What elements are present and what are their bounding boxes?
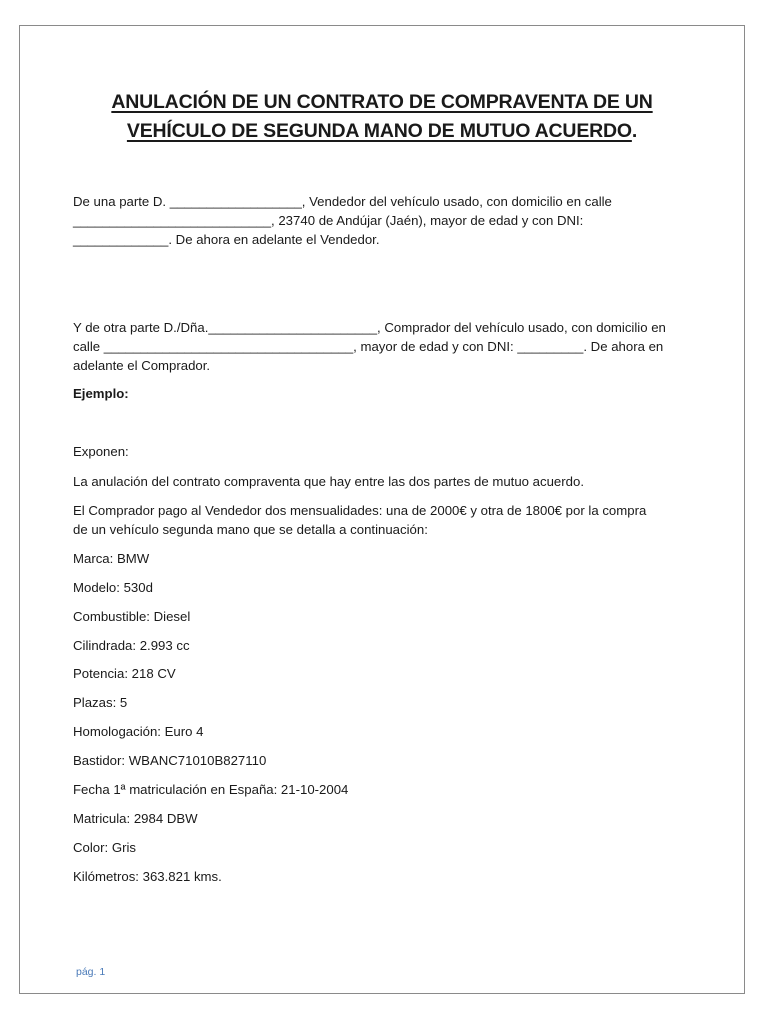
document-title bbox=[20, 88, 744, 146]
vehicle-detail: Fecha 1ª matriculación en España: 21-10-2004 bbox=[73, 782, 349, 797]
title-line-2: VEHÍCULO DE SEGUNDA MANO DE MUTUO ACUERDO bbox=[126, 120, 632, 142]
document-page bbox=[19, 25, 745, 994]
page-number: pág. 1 bbox=[76, 966, 106, 978]
vehicle-detail: Cilindrada: 2.993 cc bbox=[73, 638, 190, 653]
payment-paragraph bbox=[73, 501, 703, 539]
vehicle-detail: Matricula: 2984 DBW bbox=[73, 811, 198, 826]
buyer-line-2: calle __________________________________, mayor de edad y con DNI: _________. De ahora en bbox=[73, 339, 664, 354]
annulment-text: La anulación del contrato compraventa que hay entre las dos partes de mutuo acuerdo. bbox=[73, 474, 584, 489]
buyer-line-1: Y de otra parte D./Dña._______________________, Comprador del vehículo usado, con domicilio en bbox=[73, 320, 666, 335]
vehicle-detail: Kilómetros: 363.821 kms. bbox=[73, 869, 222, 884]
vehicle-detail: Plazas: 5 bbox=[73, 695, 128, 710]
vehicle-detail: Potencia: 218 CV bbox=[73, 666, 176, 681]
title-period: . bbox=[631, 120, 638, 142]
title-line-1: ANULACIÓN DE UN CONTRATO DE COMPRAVENTA DE UN bbox=[111, 91, 653, 113]
vendor-line-2: ___________________________, 23740 de Andújar (Jaén), mayor de edad y con DNI: bbox=[73, 213, 584, 228]
buyer-paragraph bbox=[73, 318, 703, 375]
buyer-line-3: adelante el Comprador. bbox=[73, 358, 211, 373]
vendor-line-3: _____________. De ahora en adelante el Vendedor. bbox=[73, 232, 380, 247]
payment-line-2: de un vehículo segunda mano que se detalla a continuación: bbox=[73, 522, 428, 537]
vehicle-detail: Modelo: 530d bbox=[73, 580, 153, 595]
vehicle-detail: Bastidor: WBANC71010B827110 bbox=[73, 753, 267, 768]
exponen-label: Exponen: bbox=[73, 444, 129, 459]
vehicle-detail: Color: Gris bbox=[73, 840, 137, 855]
vehicle-detail: Marca: BMW bbox=[73, 551, 150, 566]
vendor-paragraph bbox=[73, 192, 703, 249]
vehicle-detail: Homologación: Euro 4 bbox=[73, 724, 204, 739]
vendor-line-1: De una parte D. __________________, Vendedor del vehículo usado, con domicilio en calle bbox=[73, 194, 612, 209]
vehicle-detail: Combustible: Diesel bbox=[73, 609, 191, 624]
example-label: Ejemplo: bbox=[73, 386, 129, 401]
payment-line-1: El Comprador pago al Vendedor dos mensualidades: una de 2000€ y otra de 1800€ por la compra bbox=[73, 503, 647, 518]
